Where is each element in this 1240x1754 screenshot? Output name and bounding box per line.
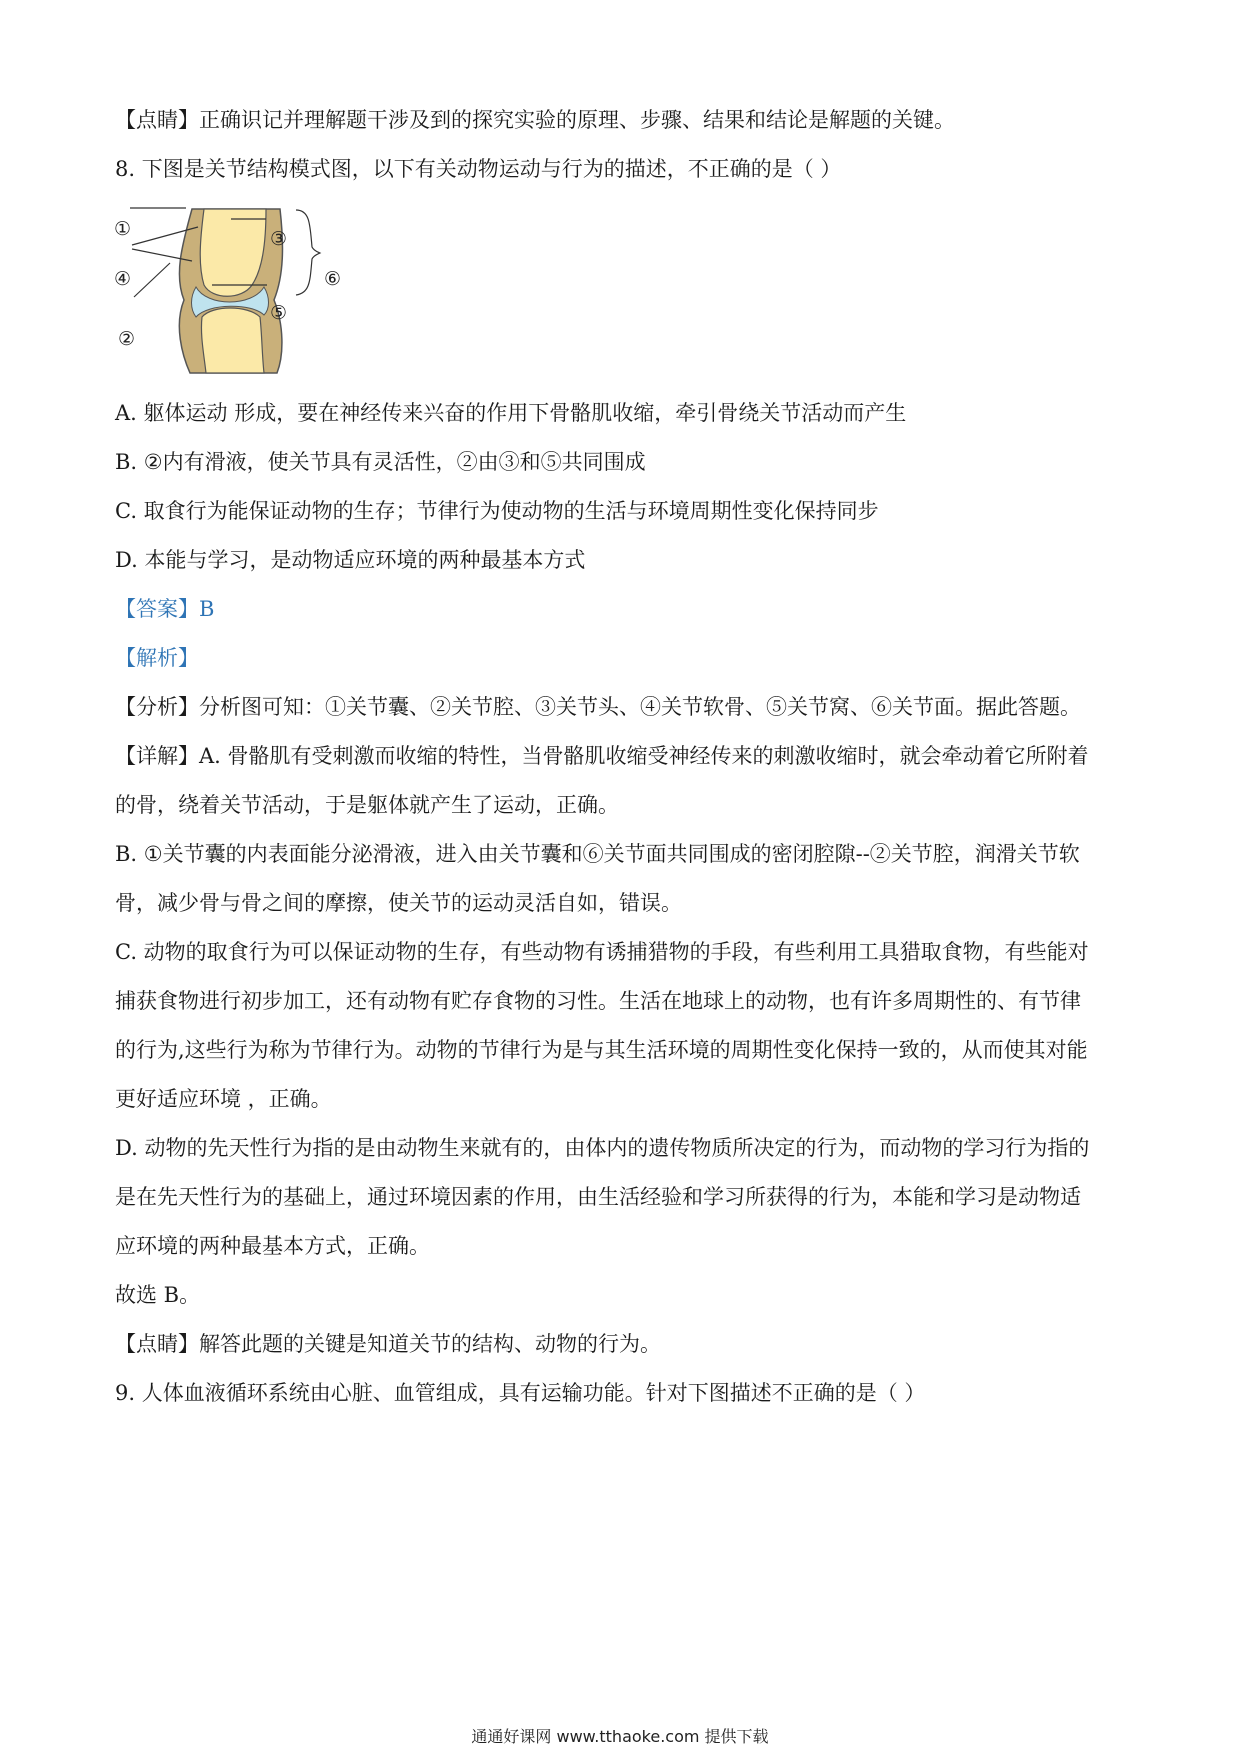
line-tip-1: 【点睛】正确识记并理解题干涉及到的探究实验的原理、步骤、结果和结论是解题的关键。 [115, 108, 955, 132]
label-4: ④ [114, 268, 132, 290]
label-6: ⑥ [324, 268, 342, 290]
detail-line-10: 是在先天性行为的基础上，通过环境因素的作用，由生活经验和学习所获得的行为，本能和学习是动物适 [115, 1185, 1081, 1209]
joint-structure-diagram [112, 205, 412, 375]
analysis-label: 【解析】 [115, 646, 199, 670]
detail-line-9: D. 动物的先天性行为指的是由动物生来就有的，由体内的遗传物质所决定的行为，而动物的学习行为指的 [115, 1136, 1090, 1160]
detail-line-8: 更好适应环境 ，正确。 [115, 1087, 332, 1111]
detail-line-7: 的行为,这些行为称为节律行为。动物的节律行为是与其生活环境的周期性变化保持一致的，从而使其对能 [115, 1038, 1088, 1062]
option-a: A. 躯体运动 形成，要在神经传来兴奋的作用下骨骼肌收缩，牵引骨绕关节活动而产生 [115, 401, 907, 425]
question-9-stem: 9. 人体血液循环系统由心脏、血管组成，具有运输功能。针对下图描述不正确的是（ ） [115, 1381, 926, 1405]
page-footer: 通通好课网 www.tthaoke.com 提供下载 [471, 1727, 769, 1746]
detail-line-6: 捕获食物进行初步加工，还有动物有贮存食物的习性。生活在地球上的动物，也有许多周期性的、有节律 [115, 989, 1081, 1013]
question-8-stem: 8. 下图是关节结构模式图，以下有关动物运动与行为的描述，不正确的是（ ） [115, 157, 842, 181]
detail-line-1: 【详解】A. 骨骼肌有受刺激而收缩的特性，当骨骼肌收缩受神经传来的刺激收缩时，就会牵动着它所附着 [115, 744, 1089, 768]
answer-label: 【答案】B [115, 597, 215, 621]
label-2: ② [118, 328, 136, 350]
detail-line-11: 应环境的两种最基本方式，正确。 [115, 1234, 430, 1258]
label-1: ① [114, 218, 132, 240]
detail-line-3: B. ①关节囊的内表面能分泌滑液，进入由关节囊和⑥关节面共同围成的密闭腔隙--②关节腔，润滑关节软 [115, 842, 1080, 866]
detail-line-4: 骨，减少骨与骨之间的摩擦，使关节的运动灵活自如，错误。 [115, 891, 682, 915]
tip-2: 【点睛】解答此题的关键是知道关节的结构、动物的行为。 [115, 1332, 661, 1356]
lower-bone [201, 308, 264, 373]
detail-line-2: 的骨，绕着关节活动，于是躯体就产生了运动，正确。 [115, 793, 619, 817]
option-d: D. 本能与学习，是动物适应环境的两种最基本方式 [115, 548, 586, 572]
label-5: ⑤ [270, 302, 288, 324]
detail-line-5: C. 动物的取食行为可以保证动物的生存，有些动物有诱捕猎物的手段，有些利用工具猎取食物，有些能对 [115, 940, 1089, 964]
option-b: B. ②内有滑液，使关节具有灵活性，②由③和⑤共同围成 [115, 450, 646, 474]
option-c: C. 取食行为能保证动物的生存；节律行为使动物的生活与环境周期性变化保持同步 [115, 499, 879, 523]
analysis-summary: 【分析】分析图可知：①关节囊、②关节腔、③关节头、④关节软骨、⑤关节窝、⑥关节面。据此答题。 [115, 695, 1081, 719]
final-choice: 故选 B。 [115, 1283, 201, 1307]
label-3: ③ [270, 228, 288, 250]
